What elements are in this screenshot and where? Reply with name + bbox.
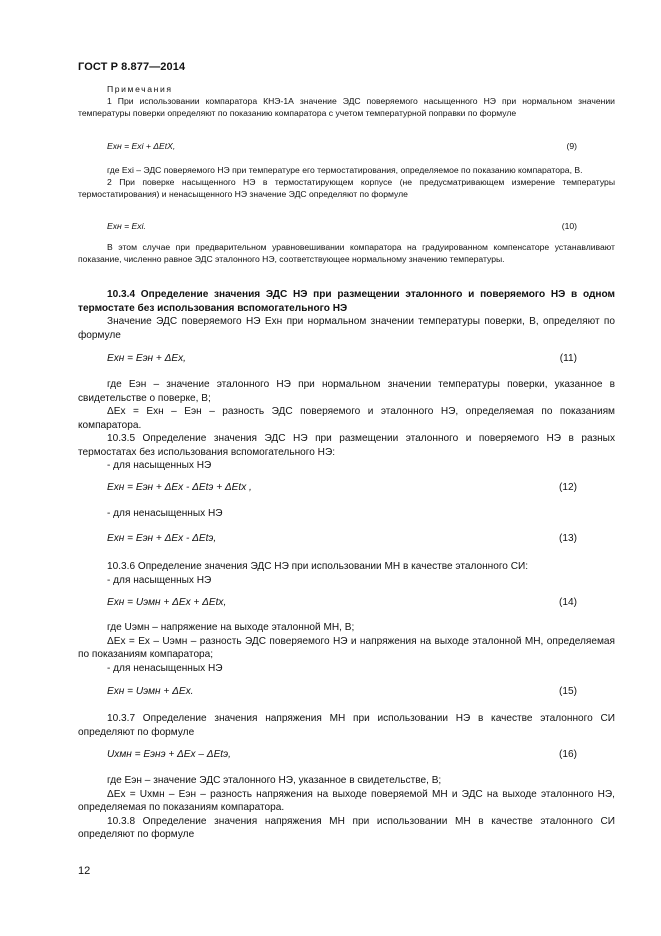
section-10-3-4-heading: 10.3.4 Определение значения ЭДС НЭ при размещении эталонного и поверяемого НЭ в одном термостате без использования вспомогательного НЭ (78, 289, 615, 314)
where-16-line-1: где Eэн – значение ЭДС эталонного НЭ, указанное в свидетельстве, В; (107, 775, 442, 786)
note-para-after: В этом случае при предварительном уравновешивании компаратора на градуированном компенсаторе устанавливают показание, численно равное ЭДС эталонного НЭ, соответствующее нормальному значению температуры. (78, 242, 615, 264)
section-10-3-4-text: Значение ЭДС поверяемого НЭ Eхн при нормальном значении температуры поверки, В, определяют по формуле (78, 316, 615, 341)
where-16-line-2: ΔEх = Uхмн – Eэн – разность напряжения на выходе поверяемой МН и ЭДС на выходе эталонного НЭ, определяемая по показаниям компаратора. (78, 788, 615, 814)
page-number: 12 (78, 865, 91, 877)
notes-block-3 (78, 242, 615, 266)
section-10-3-5-saturated: - для насыщенных НЭ (107, 460, 212, 472)
equation-9-formula: Eхн = Exi + ΔEtХ, (107, 141, 176, 151)
equation-16-number: (16) (559, 749, 577, 760)
section-10-3-6-saturated: - для насыщенных НЭ (107, 574, 212, 586)
section-10-3-6 (78, 560, 615, 587)
where-14-line-1: где Uэмн – напряжение на выходе эталонной МН, В; (107, 622, 355, 633)
notes-block-2 (78, 165, 615, 200)
equation-16-formula: Uхмн = Eэнэ + ΔEх – ΔEtэ, (107, 749, 231, 760)
section-10-3-6-where (78, 621, 615, 675)
where-14-line-2: ΔEх = Eх – Uэмн – разность ЭДС поверяемого НЭ и напряжения на выходе эталонной МН, определяемая по показаниям компаратора; (78, 635, 615, 661)
section-10-3-7-heading: 10.3.7 Определение значения напряжения МН при использовании НЭ в качестве эталонного СИ определяют по формуле (78, 713, 615, 738)
section-10-3-7 (78, 712, 615, 739)
note-2: 2 При поверке насыщенного НЭ в термостатирующем корпусе (не предусматривающем измерение температуры термостатирования) и ненасыщенного НЭ значение ЭДС определяют по формуле (78, 176, 615, 199)
equation-13-formula: Eхн = Eэн + ΔEх - ΔEtэ, (107, 533, 217, 544)
section-10-3-6-heading: 10.3.6 Определение значения ЭДС НЭ при использовании МН в качестве эталонного СИ: (107, 561, 529, 572)
notes-block (78, 84, 615, 119)
section-10-3-5 (78, 432, 615, 473)
equation-10-number: (10) (561, 221, 577, 231)
section-10-3-6-unsaturated: - для ненасыщенных НЭ (107, 662, 223, 674)
where-11-line-2: ΔEх = Eхн – Eэн – разность ЭДС поверяемого и эталонного НЭ, определяемая по показаниям компаратора. (78, 406, 615, 431)
equation-12-formula: Eхн = Eэн + ΔEх - ΔEtэ + ΔEtх , (107, 482, 252, 493)
equation-15-formula: Eхн = Uэмн + ΔEх. (107, 686, 194, 697)
equation-11-number: (11) (559, 353, 577, 364)
notes-title: Примечания (107, 84, 173, 94)
section-10-3-5-unsat (78, 507, 615, 521)
equation-15-number: (15) (559, 686, 577, 697)
section-10-3-5-unsaturated: - для ненасыщенных НЭ (107, 508, 223, 519)
where-9: где Exi – ЭДС поверяемого НЭ при температуре его термостатирования, определяемое по показанию компаратора, В. (107, 165, 583, 175)
standard-header: ГОСТ Р 8.877—2014 (78, 61, 186, 73)
section-10-3-4-where (78, 378, 615, 432)
equation-14-number: (14) (559, 597, 577, 608)
section-10-3-4 (78, 288, 615, 342)
equation-9-number: (9) (566, 141, 577, 151)
section-10-3-5-heading: 10.3.5 Определение значения ЭДС НЭ при размещении эталонного и поверяемого НЭ в разных термостатах без использования вспомогательного НЭ: (78, 433, 615, 458)
where-11-line-1: где Eэн – значение эталонного НЭ при нормальном значении температуры поверки, указанное в свидетельстве о поверке, В; (78, 379, 615, 404)
section-10-3-8-heading: 10.3.8 Определение значения напряжения МН при использовании МН в качестве эталонного СИ определяют по формуле (78, 815, 615, 841)
equation-13-number: (13) (559, 533, 577, 544)
equation-10-formula: Eхн = Exi. (107, 221, 146, 231)
equation-12-number: (12) (559, 482, 577, 493)
note-1: 1 При использовании компаратора КНЭ-1А значение ЭДС поверяемого насыщенного НЭ при нормальном значении температуры поверки определяют по показанию компаратора с учетом температурной поправки по формуле (78, 95, 615, 118)
equation-11-formula: Eхн = Eэн + ΔEх, (107, 353, 186, 364)
section-10-3-7-where (78, 774, 615, 842)
equation-14-formula: Eхн = Uэмн + ΔEх + ΔEtх, (107, 597, 227, 608)
